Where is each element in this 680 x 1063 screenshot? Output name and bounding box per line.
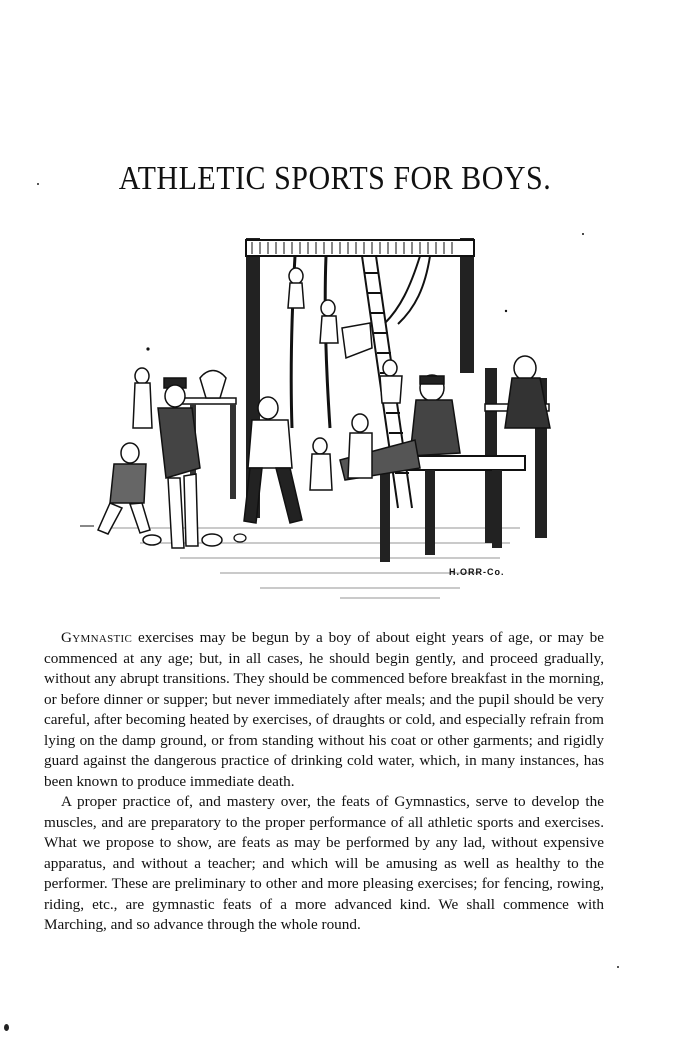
paragraph-1-text: exercises may be begun by a boy of about eight years of age, or may be commenced at any age; but, in all cases, he should begin gently, and proceed gradually, without any abrupt transitions. They should be commenced before breakfast in the morning, or before dinner or supper; but never immediately after meals; and the pupil should be very careful, after becoming heated by exercises, of draughts or cold, and especially refrain from lying on the damp ground, or from standing without his coat or other garments; and rigidly guard against the dangerous practice of drinking cold water, which, in many instances, has been known to produce immediate death. (44, 629, 604, 790)
paragraph-1-lead: Gymnastic (61, 629, 133, 646)
ink-speck (617, 966, 619, 968)
ink-speck (4, 1024, 9, 1031)
paragraph-1 (44, 628, 604, 792)
paragraph-2-text: A proper practice of, and mastery over, the feats of Gymnastics, serve to develop the muscles, and are preparatory to the proper performance of all athletic sports and exercises. What we propose to show, are feats as may be performed by any lad, without expensive apparatus, and without a teacher; and which will be amusing as well as healthy to the performer. These are preliminary to other and more pleasing exercises; for fencing, rowing, riding, etc., are gymnastic feats of a more advanced kind. We shall commence with Marching, and so advance through the whole round. (44, 793, 604, 933)
ink-speck (37, 183, 39, 185)
page-title: ATHLETIC SPORTS FOR BOYS. (118, 159, 552, 197)
body-text (44, 628, 604, 936)
gymnasium-engraving-icon (80, 228, 600, 608)
paragraph-2 (44, 792, 604, 936)
gymnasium-illustration (80, 228, 600, 608)
engraver-signature: H.ORR-Co. (449, 567, 505, 577)
